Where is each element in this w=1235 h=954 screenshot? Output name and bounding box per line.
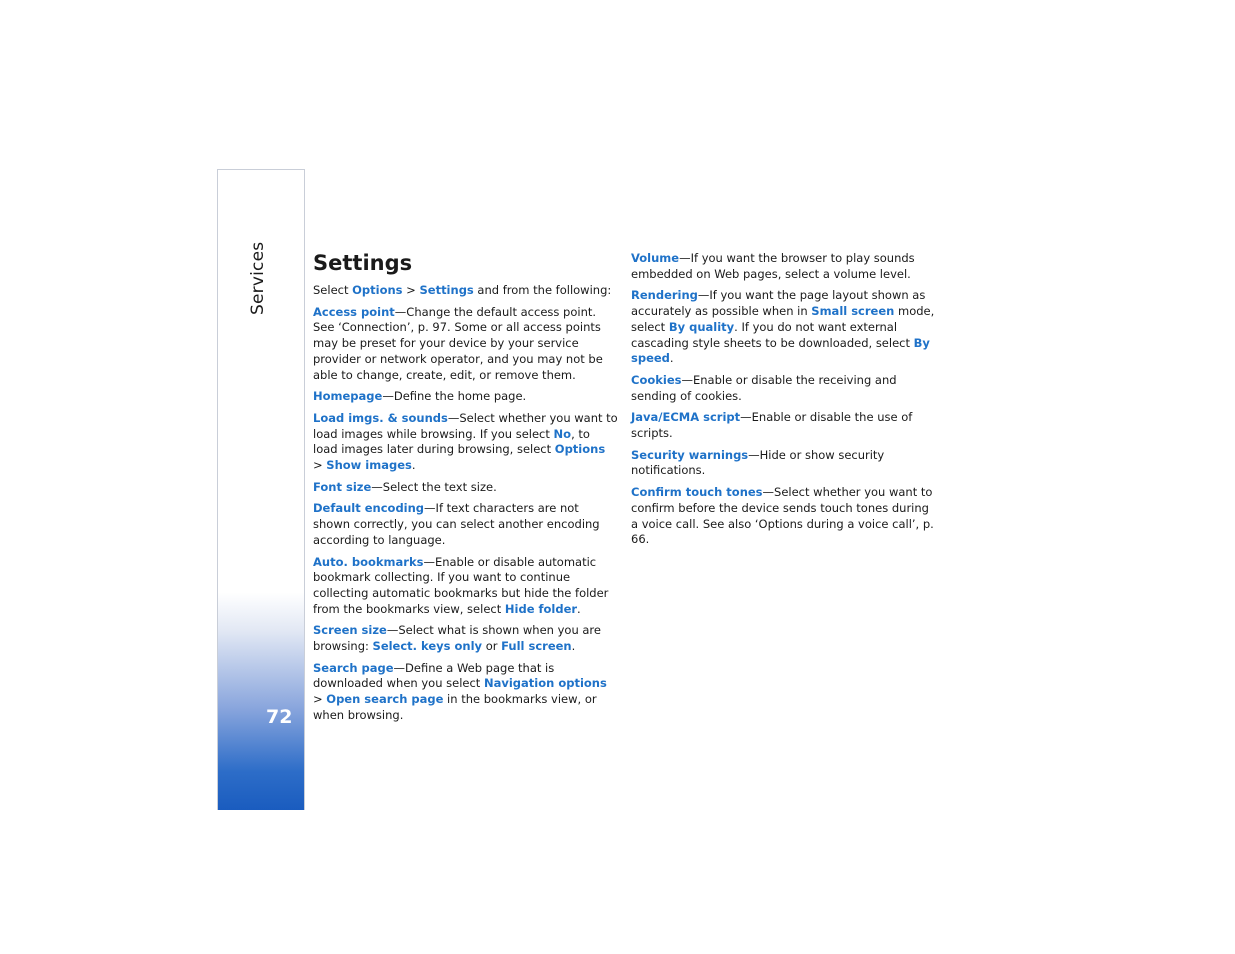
font-size-item (313, 480, 618, 496)
navigation-options-term: Navigation options (483, 676, 607, 691)
rendering-item (631, 288, 936, 367)
touch-tones-term: Confirm touch tones (631, 485, 763, 500)
screen-size-text: —Select what is shown when you are browsing: (313, 623, 601, 654)
java-term: Java/ECMA script (631, 410, 741, 425)
access-point-term: Access point (313, 304, 395, 319)
no-term: No (553, 426, 572, 441)
homepage-term: Homepage (313, 389, 383, 404)
load-imgs-item (313, 411, 618, 474)
page-title: Settings (313, 251, 413, 275)
by-quality-term: By quality (668, 319, 735, 334)
screen-size-item (313, 623, 618, 654)
rendering-term: Rendering (631, 288, 698, 303)
hide-folder-term: Hide folder (504, 601, 578, 616)
load-imgs-end: . (411, 458, 416, 473)
security-term: Security warnings (631, 447, 749, 462)
load-imgs-text1: —Select whether you want to load images while browsing. If you select (313, 410, 618, 441)
search-page-text: —Define a Web page that is downloaded when you select (313, 660, 555, 691)
options-term: Options (554, 442, 606, 457)
settings-term: Settings (419, 283, 474, 297)
select-keys-term: Select. keys only (372, 639, 483, 654)
search-page-end: in the bookmarks view, or when browsing. (313, 692, 597, 722)
open-search-page-term: Open search page (326, 692, 444, 707)
screen-size-or: or (482, 639, 502, 654)
load-imgs-text2: , to load images later during browsing, select (313, 426, 590, 457)
options-term: Options (352, 283, 403, 297)
rendering-end: . (669, 351, 674, 366)
intro-paragraph (313, 283, 618, 299)
auto-bookmarks-end: . (577, 601, 581, 616)
intro-pre: Select (313, 283, 353, 297)
small-screen-term: Small screen (811, 304, 895, 319)
full-screen-term: Full screen (501, 639, 572, 654)
show-images-term: Show images (326, 458, 412, 473)
font-size-text: —Select the text size. (371, 479, 497, 494)
by-speed-term: By speed (631, 335, 930, 366)
auto-bookmarks-term: Auto. bookmarks (313, 554, 424, 569)
volume-text: —If you want the browser to play sounds embedded on Web pages, select a volume level. (631, 251, 915, 281)
security-item (631, 448, 936, 479)
java-text: —Enable or disable the use of scripts. (631, 410, 913, 441)
intro-post: and from the following: (473, 283, 612, 297)
volume-item (631, 251, 936, 282)
access-point-text: —Change the default access point. See ‘Connection’, p. 97. Some or all access points may be preset for your device by your service provider or network operator, and you may not be able to change, create, edit, or remove them. (313, 304, 603, 382)
load-imgs-sep: > (313, 458, 327, 473)
search-page-sep: > (313, 692, 327, 707)
font-size-term: Font size (313, 479, 372, 494)
search-page-item (313, 661, 618, 724)
screen-size-end: . (571, 639, 576, 654)
search-page-term: Search page (313, 660, 394, 675)
touch-tones-item (631, 485, 936, 548)
rendering-text1: —If you want the page layout shown as accurately as possible when in (631, 288, 926, 319)
rendering-text2: mode, select (631, 304, 935, 334)
volume-term: Volume (631, 251, 680, 265)
java-item (631, 410, 936, 441)
cookies-item (631, 373, 936, 404)
rendering-text3: . If you do not want external cascading style sheets to be downloaded, select (631, 319, 914, 350)
section-label: Services (248, 241, 268, 315)
default-encoding-item (313, 501, 618, 548)
auto-bookmarks-item (313, 555, 618, 618)
homepage-text: —Define the home page. (382, 389, 527, 404)
homepage-item (313, 389, 618, 405)
cookies-text: —Enable or disable the receiving and sending of cookies. (631, 372, 897, 403)
right-column (631, 251, 936, 554)
security-text: —Hide or show security notifications. (631, 447, 885, 478)
screen-size-term: Screen size (313, 623, 387, 638)
page-number: 72 (266, 706, 293, 728)
intro-sep: > (402, 283, 420, 297)
cookies-term: Cookies (631, 372, 682, 387)
access-point-item (313, 305, 618, 384)
left-column (313, 250, 618, 730)
default-encoding-text: —If text characters are not shown correctly, you can select another encoding according to language. (313, 501, 600, 547)
touch-tones-text: —Select whether you want to confirm before the device sends touch tones during a voice call. See also ‘Options during a voice call’, p. 66. (631, 485, 934, 547)
auto-bookmarks-text: —Enable or disable automatic bookmark collecting. If you want to continue collecting automatic bookmarks but hide the folder from the bookmarks view, select (313, 554, 609, 616)
default-encoding-term: Default encoding (313, 501, 425, 516)
load-imgs-term: Load imgs. & sounds (313, 410, 448, 425)
